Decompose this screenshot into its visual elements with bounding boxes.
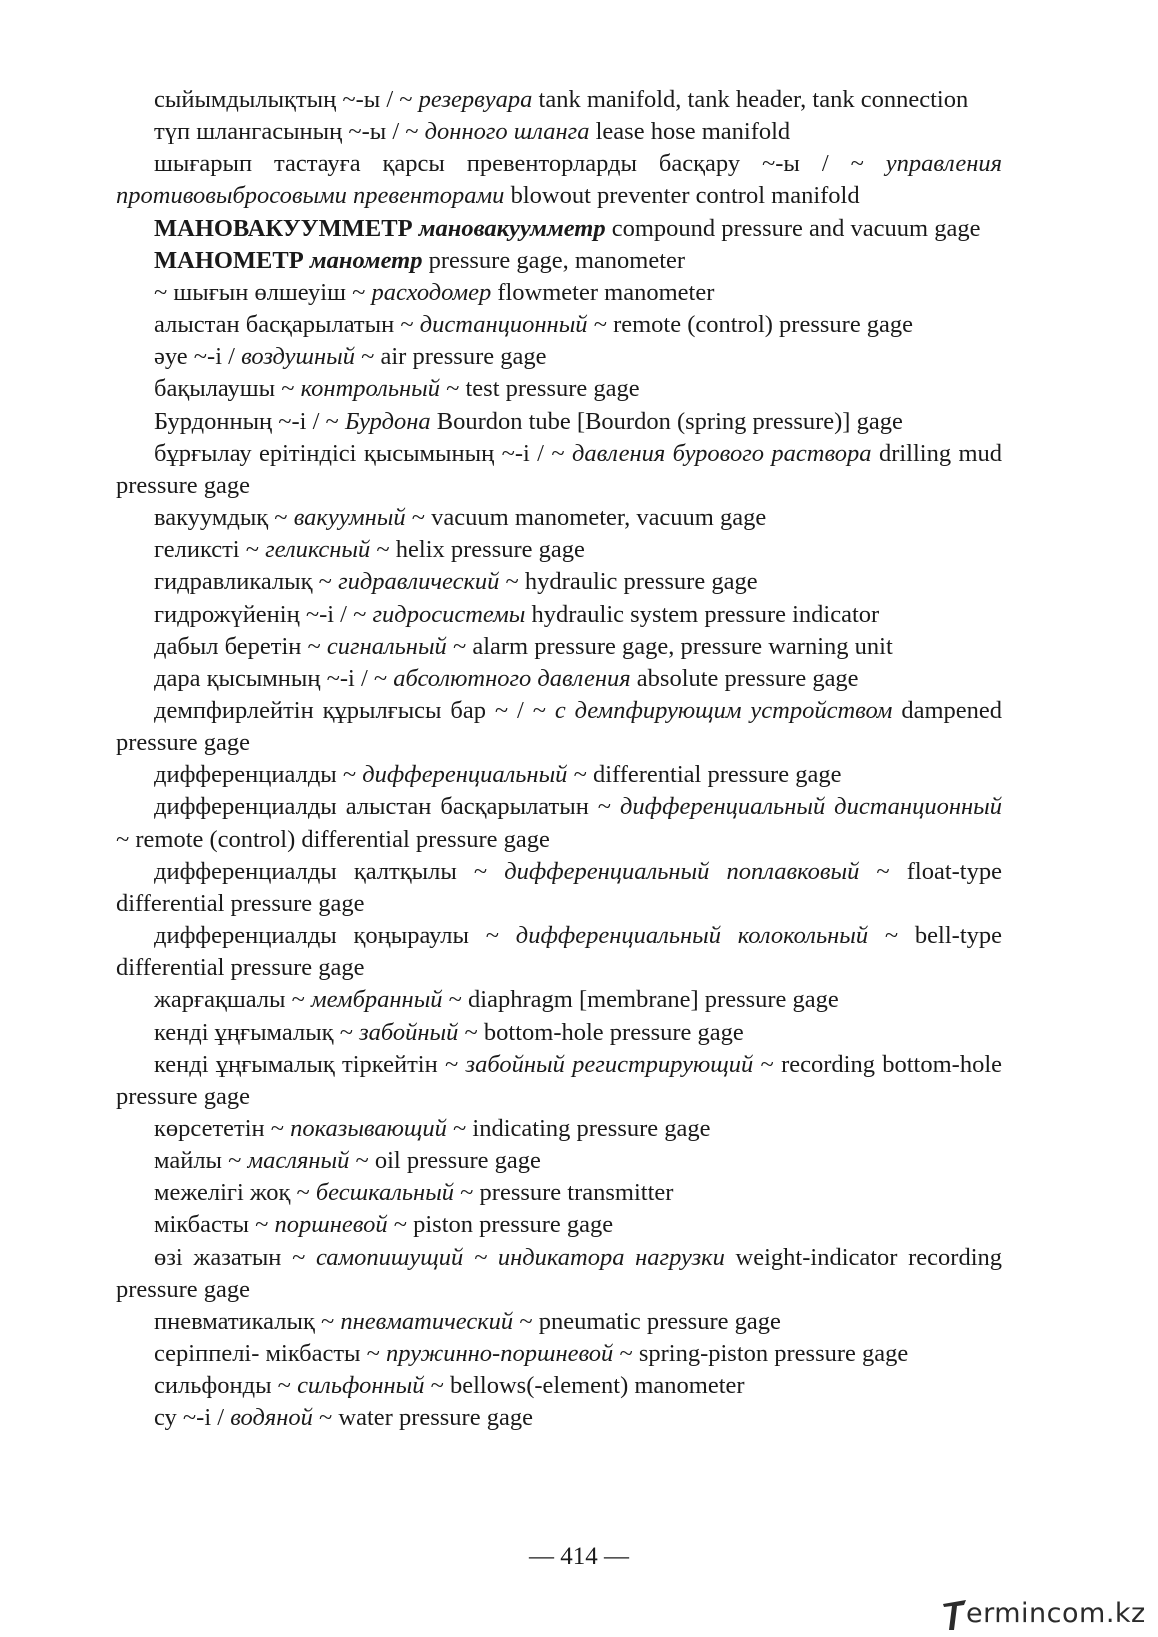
english-term: drilling mud pressure gage	[116, 439, 1003, 499]
kazakh-term: пневматикалық ~	[154, 1307, 335, 1335]
russian-term: дифференциальный дистанционный	[620, 793, 1002, 821]
russian-term: гидросистемы	[372, 600, 526, 628]
dictionary-entry	[116, 631, 1002, 663]
dictionary-entry	[116, 1177, 1002, 1209]
watermark	[942, 1597, 1148, 1633]
kazakh-term: әуе ~-і /	[154, 343, 235, 371]
russian-term: дистанционный	[419, 311, 588, 339]
russian-term: дифференциальный поплавковый	[504, 857, 860, 885]
english-term: ~ alarm pressure gage, pressure warning unit	[452, 632, 893, 660]
kazakh-term: бақылаушы ~	[154, 375, 295, 403]
kazakh-term: дифференциалды ~	[154, 761, 357, 789]
dictionary-entry	[116, 1145, 1002, 1177]
english-term: ~ indicating pressure gage	[453, 1115, 711, 1142]
russian-term: водяной	[230, 1404, 313, 1432]
kazakh-term: сыйымдылықтың ~-ы / ~	[154, 86, 413, 113]
dictionary-entry	[116, 984, 1002, 1016]
headword-entry	[116, 213, 1002, 245]
kazakh-term: мікбасты ~	[154, 1211, 269, 1239]
english-term: ~ differential pressure gage	[573, 761, 842, 789]
english-term: ~ remote (control) differential pressure gage	[116, 825, 550, 853]
russian-term: абсолютного давления	[393, 664, 631, 692]
russian-term: сильфонный	[297, 1372, 425, 1400]
english-term: ~ recording bottom-hole pressure gage	[116, 1050, 1002, 1110]
headword-russian: манометр	[309, 246, 423, 274]
english-term: ~ diaphragm [membrane] pressure gage	[448, 986, 839, 1014]
english-term: blowout preventer control manifold	[510, 182, 860, 210]
russian-term: воздушный	[241, 343, 355, 371]
russian-term: забойный регистрирующий	[465, 1050, 754, 1078]
russian-term: управления противовыбросовыми превенторами	[116, 150, 1002, 210]
dictionary-entry	[116, 1306, 1002, 1338]
headword: МАНОВАКУУММЕТР	[154, 214, 413, 242]
english-term: hydraulic system pressure indicator	[531, 600, 880, 628]
kazakh-term: су ~-і /	[154, 1404, 225, 1432]
kazakh-term: серіппелі- мікбасты ~	[154, 1340, 380, 1368]
kazakh-term: дифференциалды алыстан басқарылатын ~	[154, 793, 612, 821]
kazakh-term: өзі жазатын ~	[154, 1243, 306, 1271]
english-term: compound pressure and vacuum gage	[611, 214, 981, 242]
russian-term: поршневой	[274, 1211, 388, 1239]
kazakh-term: майлы ~	[154, 1147, 242, 1175]
kazakh-term: көрсететін ~	[154, 1115, 285, 1142]
kazakh-term: ~ шығын өлшеуіш ~	[154, 278, 366, 306]
russian-term: резервуара	[418, 86, 533, 113]
dictionary-entry	[116, 1209, 1002, 1241]
english-term: ~ water pressure gage	[319, 1404, 533, 1432]
headword-entry	[116, 245, 1002, 277]
dictionary-entry	[116, 1402, 1002, 1434]
kazakh-term: дабыл беретін ~	[154, 632, 321, 660]
kazakh-term: дара қысымның ~-і / ~	[154, 664, 388, 692]
dictionary-entry	[116, 534, 1002, 566]
russian-term: масляный	[247, 1147, 350, 1175]
dictionary-entry	[116, 373, 1002, 405]
dictionary-entry	[116, 663, 1002, 695]
kazakh-term: бұрғылау ерітіндісі қысымының ~-і / ~	[154, 439, 565, 467]
dictionary-entry	[116, 502, 1002, 534]
dictionary-entry	[116, 1113, 1002, 1145]
dictionary-entry	[116, 791, 1002, 855]
russian-term: забойный	[359, 1018, 459, 1046]
kazakh-term: межелігі жоқ ~	[154, 1179, 310, 1207]
kazakh-term: кенді ұңғымалық ~	[154, 1018, 353, 1046]
dictionary-entry	[116, 1338, 1002, 1370]
russian-term: донного шланга	[424, 118, 590, 146]
russian-term: пружинно-поршневой	[386, 1340, 614, 1368]
english-term: ~ hydraulic pressure gage	[505, 568, 758, 596]
english-term: tank manifold, tank header, tank connection	[538, 86, 969, 113]
kazakh-term: жарғақшалы ~	[154, 986, 305, 1014]
english-term: weight-indicator recording pressure gage	[116, 1243, 1003, 1303]
english-term: ~ test pressure gage	[446, 375, 640, 403]
russian-term: дифференциальный	[362, 761, 568, 789]
english-term: ~ helix pressure gage	[376, 536, 585, 564]
page-number: — 414 —	[529, 1543, 629, 1570]
english-term: ~ oil pressure gage	[355, 1147, 541, 1175]
russian-term: вакуумный	[293, 504, 406, 532]
kazakh-term: сильфонды ~	[154, 1372, 291, 1400]
english-term: ~ pressure transmitter	[460, 1179, 674, 1207]
dictionary-entry	[116, 341, 1002, 373]
dictionary-entry	[116, 1242, 1002, 1306]
dictionary-entry	[116, 309, 1002, 341]
dictionary-page	[116, 84, 1002, 1435]
watermark-text: ermincom.kz	[966, 1598, 1146, 1629]
headword: МАНОМЕТР	[154, 246, 304, 274]
russian-term: пневматический	[340, 1307, 514, 1335]
english-term: ~ bellows(-element) manometer	[430, 1372, 745, 1400]
english-term: Bourdon tube [Bourdon (spring pressure)] gage	[436, 407, 903, 435]
dictionary-entry	[116, 277, 1002, 309]
dictionary-entry	[116, 856, 1002, 920]
russian-term: бесшкальный	[315, 1179, 455, 1207]
russian-term: Бурдона	[344, 407, 431, 435]
english-term: ~ bell-type differential pressure gage	[116, 922, 1003, 982]
english-term: ~ vacuum manometer, vacuum gage	[411, 504, 767, 532]
russian-term: дифференциальный колокольный	[515, 922, 869, 950]
dictionary-entry	[116, 84, 1002, 116]
kazakh-term: гидрожүйенің ~-і / ~	[154, 600, 367, 628]
russian-term: с демпфирующим устройством	[554, 696, 893, 724]
kazakh-term: шығарып тастауға қарсы превенторларды басқару ~-ы / ~	[154, 150, 864, 178]
english-term: absolute pressure gage	[636, 664, 859, 692]
kazakh-term: дифференциалды қоңыраулы ~	[154, 922, 500, 950]
english-term: ~ remote (control) pressure gage	[593, 311, 914, 339]
dictionary-entry	[116, 148, 1002, 212]
russian-term: контрольный	[300, 375, 440, 403]
dictionary-entry	[116, 695, 1002, 759]
english-term: pressure gage, manometer	[428, 246, 686, 274]
english-term: ~ piston pressure gage	[393, 1211, 614, 1239]
english-term: ~ pneumatic pressure gage	[519, 1307, 781, 1335]
headword-russian: мановакуумметр	[418, 214, 606, 242]
russian-term: расходомер	[371, 278, 492, 306]
english-term: ~ bottom-hole pressure gage	[464, 1018, 744, 1046]
dictionary-entry	[116, 566, 1002, 598]
english-term: lease hose manifold	[595, 118, 791, 146]
russian-term: самопишущий ~ индикатора нагрузки	[316, 1243, 725, 1271]
english-term: dampened pressure gage	[116, 696, 1003, 757]
kazakh-term: Бурдонның ~-і / ~	[154, 407, 339, 435]
dictionary-entry	[116, 438, 1002, 502]
kazakh-term: гидравликалық ~	[154, 568, 332, 596]
russian-term: показывающий	[290, 1115, 447, 1142]
kazakh-term: демпфирлейтін құрылғысы бар ~ / ~	[154, 696, 546, 724]
english-term: ~ air pressure gage	[361, 343, 547, 371]
english-term: flowmeter manometer	[497, 278, 715, 306]
kazakh-term: дифференциалды қалтқылы ~	[154, 857, 488, 885]
kazakh-term: геликсті ~	[154, 536, 259, 564]
dictionary-entry	[116, 920, 1002, 984]
russian-term: давления бурового раствора	[572, 439, 872, 467]
kazakh-term: вакуумдық ~	[154, 504, 288, 532]
dictionary-entry	[116, 599, 1002, 631]
russian-term: мембранный	[311, 986, 443, 1014]
russian-term: гидравлический	[338, 568, 500, 596]
dictionary-entry	[116, 1049, 1002, 1113]
dictionary-entry	[116, 406, 1002, 438]
russian-term: геликсный	[265, 536, 371, 564]
kazakh-term: түп шлангасының ~-ы / ~	[154, 118, 419, 146]
english-term: ~ float-type differential pressure gage	[116, 857, 1002, 917]
english-term: ~ spring-piston pressure gage	[619, 1340, 909, 1368]
russian-term: сигнальный	[326, 632, 447, 660]
dictionary-entry	[116, 116, 1002, 148]
dictionary-entry	[116, 1370, 1002, 1402]
dictionary-entry	[116, 1017, 1002, 1049]
kazakh-term: алыстан басқарылатын ~	[154, 311, 414, 339]
dictionary-entry	[116, 759, 1002, 791]
kazakh-term: кенді ұңғымалық тіркейтін ~	[154, 1050, 459, 1078]
